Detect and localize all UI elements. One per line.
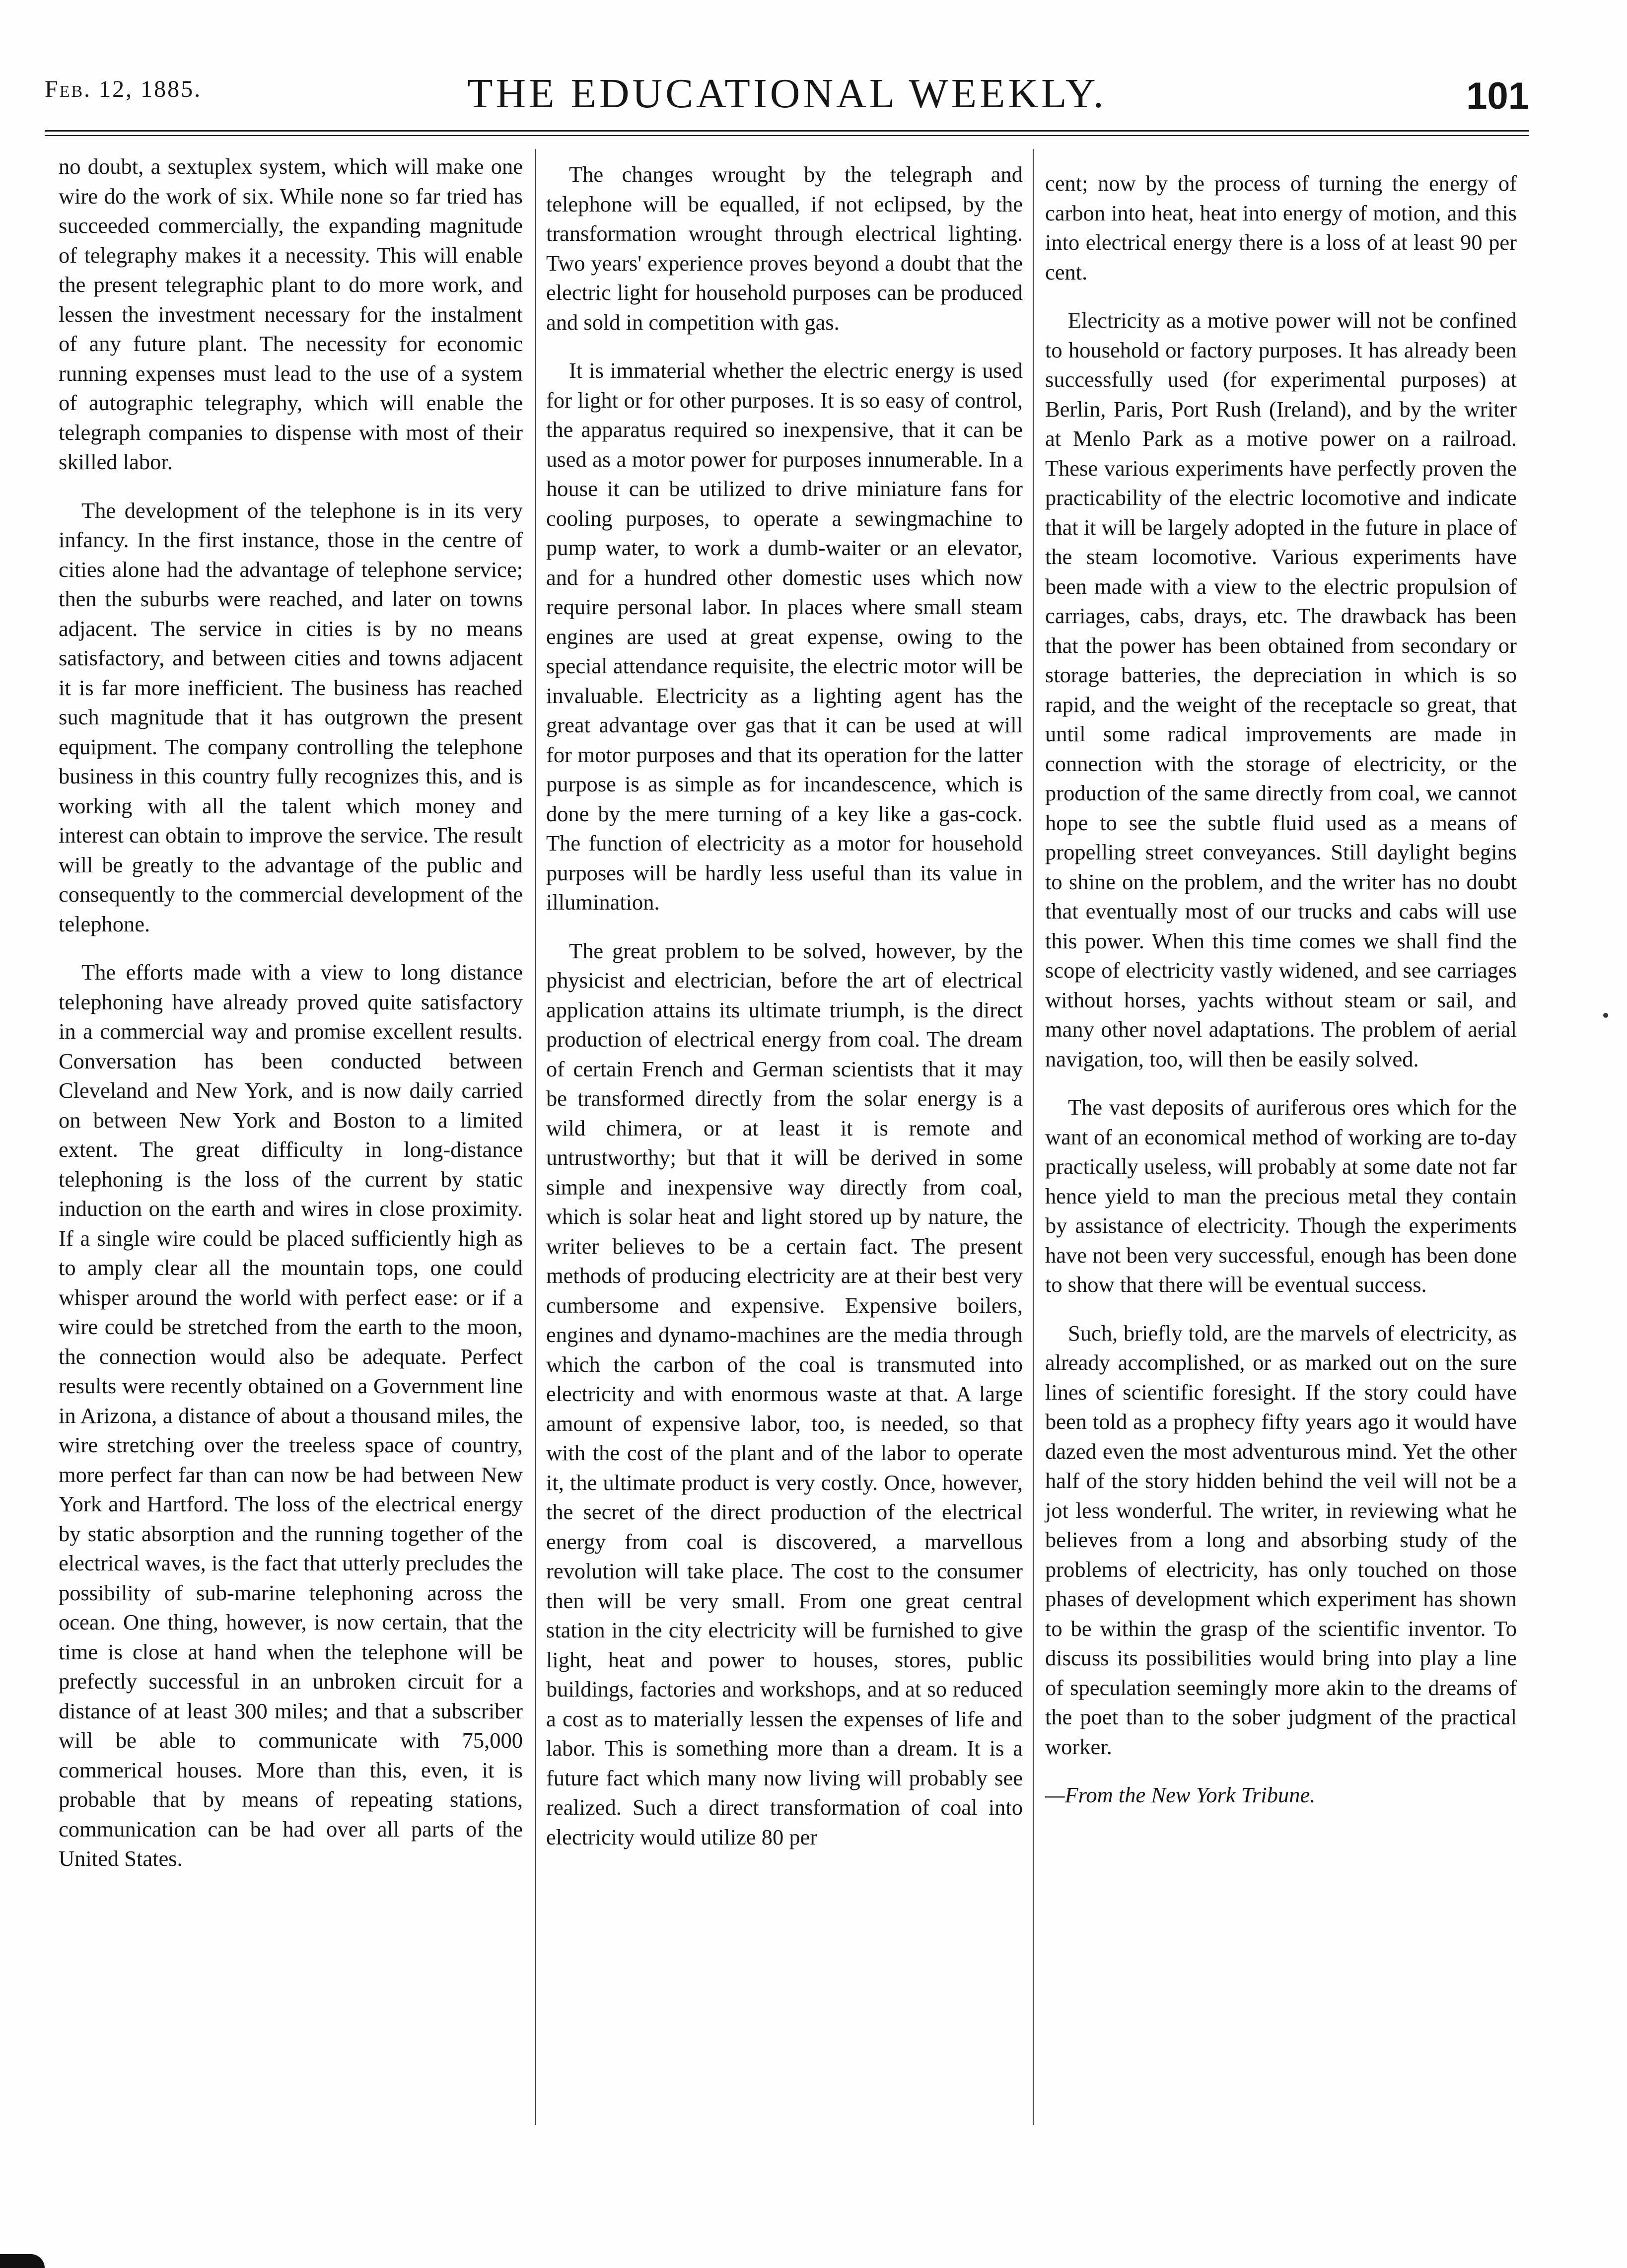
print-speck <box>1603 1013 1608 1018</box>
article-paragraph: no doubt, a sextuplex system, which will make one wire do the work of six. While none so far tried has succeeded commercially, the expanding magnitude of telegraphy makes it a necessity. This will enable the present telegraphic plant to do more work, and lessen the investment necessary for the instalment of any future plant. The necessity for economic running expenses must lead to the use of a system of autographic telegraphy, which will enable the telegraph companies to dispense with most of their skilled labor. <box>59 154 523 474</box>
page-number: 101 <box>1466 75 1529 117</box>
article-column-3 <box>1045 169 1517 1829</box>
article-paragraph: The vast deposits of auriferous ores which for the want of an economical method of working are to-day practically useless, will probably at some date not far hence yield to man the precious metal they contain by assistance of electricity. Though the experiments have not been very successful, enough has been done to show that there will be eventual success. <box>1045 1095 1517 1297</box>
article-column-2 <box>546 160 1023 1871</box>
article-paragraph: The efforts made with a view to long distance telephoning have already proved quite satisfactory in a commercial way and promise excellent results. Conversation has been conducted between Cleveland and New York, and is now daily carried on between New York and Boston to a limited extent. The great difficulty in long-distance telephoning is the loss of the current by static induction on the earth and wires in close proximity. If a single wire could be placed sufficiently high as to amply clear all the mountain tops, one could whisper around the world with perfect ease: or if a wire could be stretched from the earth to the moon, the connection would also be adequate. Perfect results were recently obtained on a Government line in Arizona, a distance of about a thousand miles, the wire stretching over the treeless space of country, more perfect far than can now be had between New York and Hartford. The loss of the electrical energy by static absorption and the running together of the electrical waves, is the fact that utterly precludes the possibility of sub-marine telephoning across the ocean. One thing, however, is now certain, that the time is close at hand when the telephone will be prefectly successful in an unbroken circuit for a distance of at least 300 miles; and that a subscriber will be able to communicate with 75,000 commerical houses. More than this, even, it is probable that by means of repeating stations, communication can be had over all parts of the United States. <box>59 960 523 1871</box>
publication-title: THE EDUCATIONAL WEEKLY. <box>467 71 1107 117</box>
article-column-1 <box>59 152 523 1893</box>
article-paragraph: The great problem to be solved, however, by the physicist and electrician, before the art of electrical application attains its ultimate triumph, is the direct production of electrical energy from coal. The dream of certain French and German scientists that it may be transformed directly from the solar energy is a wild chimera, or at least it is remote and untrustworthy; but that it will be derived in some simple and inexpensive way directly from coal, which is solar heat and light stored up by nature, the writer believes to be a certain fact. The present methods of producing electricity are at their best very cumbersome and expensive. Expensive boilers, engines and dynamo-machines are the media through which the carbon of the coal is transmuted into electricity and with enormous waste at that. A large amount of expensive labor, too, is needed, so that with the cost of the plant and of the labor to operate it, the ultimate product is very costly. Once, however, the secret of the direct production of the electrical energy from coal is discovered, a marvellous revolution will take place. The cost to the consumer then will be very small. From one great central station in the city electricity will be furnished to give light, heat and power to houses, stores, public buildings, factories and workshops, and at so reduced a cost as to materially lessen the expenses of life and labor. This is something more than a dream. It is a future fact which many now living will probably see realized. Such a direct transformation of coal into electricity would utilize 80 per <box>546 938 1023 1849</box>
article-source-credit: —From the New York Tribune. <box>1045 1782 1316 1807</box>
article-paragraph: The changes wrought by the telegraph and telephone will be equalled, if not eclipsed, by the transformation wrought through electrical lighting. Two years' experience proves beyond a doubt that the electric light for household purposes can be produced and sold in competition with gas. <box>546 162 1023 335</box>
page-header <box>45 65 1529 124</box>
header-rule <box>45 130 1529 132</box>
column-divider <box>535 149 536 2125</box>
scan-corner-mark <box>0 2254 45 2268</box>
header-rule-secondary <box>45 135 1529 136</box>
article-paragraph: The development of the telephone is in its very infancy. In the first instance, those in the centre of cities alone had the advantage of telephone service; then the suburbs were reached, and later on towns adjacent. The service in cities is by no means satisfactory, and between cities and towns adjacent it is far more inefficient. The business has reached such magnitude that it has outgrown the present equipment. The company controlling the telephone business in this country fully recognizes this, and is working with all the talent which money and interest can obtain to improve the service. The result will be greatly to the advantage of the public and consequently to the commercial development of the telephone. <box>59 497 523 936</box>
article-paragraph: It is immaterial whether the electric energy is used for light or for other purposes. It is so easy of control, the apparatus required so inexpensive, that it can be used as a motor power for purposes innumerable. In a house it can be utilized to drive miniature fans for cooling purposes, to operate a sewingmachine to pump water, to work a dumb-waiter or an elevator, and for a hundred other domestic uses which now require personal labor. In places where small steam engines are used at great expense, owing to the special attendance requisite, the electric motor will be invaluable. Electricity as a lighting agent has the great advantage over gas that it can be used at will for motor purposes and that its operation for the latter purpose is as simple as for incandescence, which is done by the mere turning of a key like a gas-cock. The function of electricity as a motor for household purposes will be hardly less useful than its value in illumination. <box>546 358 1023 915</box>
issue-date: Feb. 12, 1885. <box>45 76 202 102</box>
column-divider <box>1033 149 1034 2125</box>
article-paragraph: cent; now by the process of turning the energy of carbon into heat, heat into energy of motion, and this into electrical energy there is a loss of at least 90 per cent. <box>1045 171 1517 284</box>
article-paragraph: Electricity as a motive power will not be confined to household or factory purposes. It has already been successfully used (for experimental purposes) at Berlin, Paris, Port Rush (Ireland), and by the writer at Menlo Park as a motive power on a railroad. These various experiments have perfectly proven the practicability of the electric locomotive and indicate that it will be largely adopted in the future in place of the steam locomotive. Various experiments have been made with a view to the electric propulsion of carriages, cabs, drays, etc. The drawback has been that the power has been obtained from secondary or storage batteries, the depreciation in which is so rapid, and the weight of the receptacle so great, that until some radical improvements are made in connection with the storage of electricity, or the production of the same directly from coal, we cannot hope to see the subtle fluid used as a means of propelling street conveyances. Still daylight begins to shine on the problem, and the writer has no doubt that eventually most of our trucks and cabs will use this power. When this time comes we shall find the scope of electricity vastly widened, and see carriages without horses, yachts without steam or sail, and many other novel adaptations. The problem of aerial navigation, too, will then be easily solved. <box>1045 308 1517 1071</box>
article-paragraph: Such, briefly told, are the marvels of electricity, as already accomplished, or as marked out on the sure lines of scientific foresight. If the story could have been told as a prophecy fifty years ago it would have dazed even the most adventurous mind. Yet the other half of the story hidden behind the veil will not be a jot less wonderful. The writer, in reviewing what he believes from a long and absorbing study of the problems of electricity, has only touched on those phases of development which experiment has shown to be within the grasp of the scientific inventor. To discuss its possibilities would bring into play a line of speculation seemingly more akin to the dreams of the poet than to the sober judgment of the practical worker. <box>1045 1320 1517 1759</box>
